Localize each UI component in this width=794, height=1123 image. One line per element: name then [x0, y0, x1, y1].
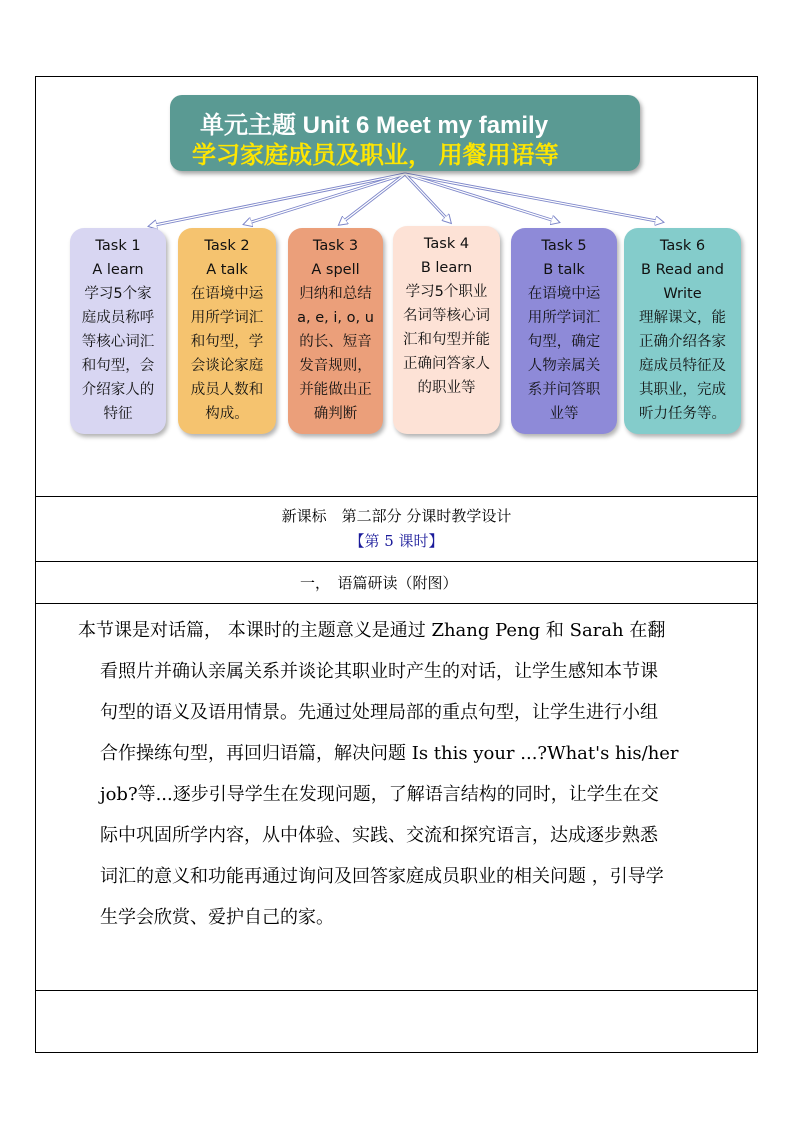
paragraph-line: job?等...逐步引导学生在发现问题，了解语言结构的同时，让学生在交: [100, 784, 659, 805]
task-card-line: 特征: [103, 406, 133, 422]
task-card-line: 学习5个家: [84, 286, 152, 302]
task-card-line: 名词等核心词: [403, 308, 490, 324]
task-card-line: a, e, i, o, u: [297, 310, 374, 326]
task-card-title: Task 6: [659, 238, 706, 254]
task-card-6: [624, 228, 741, 434]
task-card-line: 成员人数和: [190, 382, 264, 398]
task-card-line: 等核心词汇: [81, 334, 155, 350]
task-card-line: B Read and: [641, 262, 724, 278]
paragraph-line: 句型的语义及语用情景。先通过处理局部的重点句型，让学生进行小组: [100, 702, 658, 723]
table-divider: [35, 603, 758, 604]
task-card-line: B learn: [420, 260, 473, 276]
task-card-line: 庭成员称呼: [81, 310, 155, 326]
task-card-line: 学习5个职业: [405, 284, 488, 300]
task-card-line: 正确介绍各家: [639, 334, 726, 350]
table-divider: [35, 561, 758, 562]
task-card-line: 正确问答家人: [403, 356, 490, 372]
task-card-line: 归纳和总结: [299, 286, 372, 302]
task-card-5: [511, 228, 617, 434]
table-divider: [35, 496, 758, 497]
paragraph-line: 词汇的意义和功能再通过询问及回答家庭成员职业的相关问题 ，引导学: [100, 866, 664, 887]
task-card-title: Task 3: [312, 238, 359, 254]
task-card-line: 在语境中运: [527, 286, 601, 302]
paragraph-line: 本节课是对话篇， 本课时的主题意义是通过 Zhang Peng 和 Sarah 在翻: [78, 620, 666, 641]
task-card-2: [178, 228, 276, 434]
task-card-1: [70, 228, 166, 434]
banner-subtitle: 学习家庭成员及职业， 用餐用语等: [192, 142, 559, 169]
task-card-line: 的职业等: [417, 380, 476, 396]
section-title: 一， 语篇研读（附图）: [300, 574, 458, 592]
lesson-number: 【第 5 课时】: [349, 532, 444, 550]
task-card-title: Task 1: [95, 238, 141, 254]
paragraph-line: 际中巩固所学内容，从中体验、实践、交流和探究语言，达成逐步熟悉: [100, 825, 658, 846]
task-card-line: A talk: [206, 262, 248, 278]
task-card-line: 并能做出正: [299, 382, 372, 398]
task-card-line: A spell: [311, 262, 360, 278]
task-card-line: 听力任务等。: [639, 406, 726, 422]
task-card-line: 用所学词汇: [190, 310, 264, 326]
task-card-title: Task 4: [423, 236, 470, 252]
paragraph-line: 生学会欣赏、爱护自己的家。: [100, 907, 334, 928]
task-card-line: A learn: [92, 262, 144, 278]
task-card-4: [393, 226, 500, 434]
task-card-line: 确判断: [313, 406, 358, 422]
task-card-line: 其职业，完成: [639, 382, 726, 398]
task-card-line: 系并问答职: [527, 382, 601, 398]
task-card-line: 庭成员特征及: [639, 358, 726, 374]
task-card-line: 人物亲属关: [527, 358, 601, 374]
task-card-line: 介绍家人的: [81, 382, 155, 398]
analysis-paragraph: [78, 610, 758, 938]
task-card-title: Task 2: [204, 238, 250, 254]
task-card-line: 会谈论家庭: [190, 358, 264, 374]
doc-heading: 新课标 第二部分 分课时教学设计: [281, 507, 512, 525]
unit-banner: [170, 95, 640, 171]
paragraph-line: 看照片并确认亲属关系并谈论其职业时产生的对话，让学生感知本节课: [100, 661, 658, 682]
paragraph-line: 合作操练句型，再回归语篇，解决问题 Is this your ...?What's his/her: [100, 743, 679, 764]
task-card-line: 和句型，学: [190, 334, 264, 350]
table-divider: [35, 990, 758, 991]
task-card-line: 的长、短音: [299, 334, 372, 350]
task-card-line: Write: [663, 286, 702, 302]
task-card-line: B talk: [543, 262, 585, 278]
task-card-3: [288, 228, 383, 434]
task-card-title: Task 5: [541, 238, 587, 254]
banner-title: 单元主题 Unit 6 Meet my family: [200, 112, 549, 139]
task-card-line: 句型，确定: [527, 334, 601, 350]
task-card-line: 用所学词汇: [527, 310, 601, 326]
task-card-line: 汇和句型并能: [403, 332, 490, 348]
task-card-line: 在语境中运: [190, 286, 264, 302]
task-card-line: 和句型，会: [81, 358, 155, 374]
task-card-line: 发音规则，: [299, 358, 372, 374]
task-card-line: 业等: [549, 406, 579, 422]
task-card-line: 理解课文，能: [639, 310, 726, 326]
task-card-line: 构成。: [205, 406, 249, 422]
